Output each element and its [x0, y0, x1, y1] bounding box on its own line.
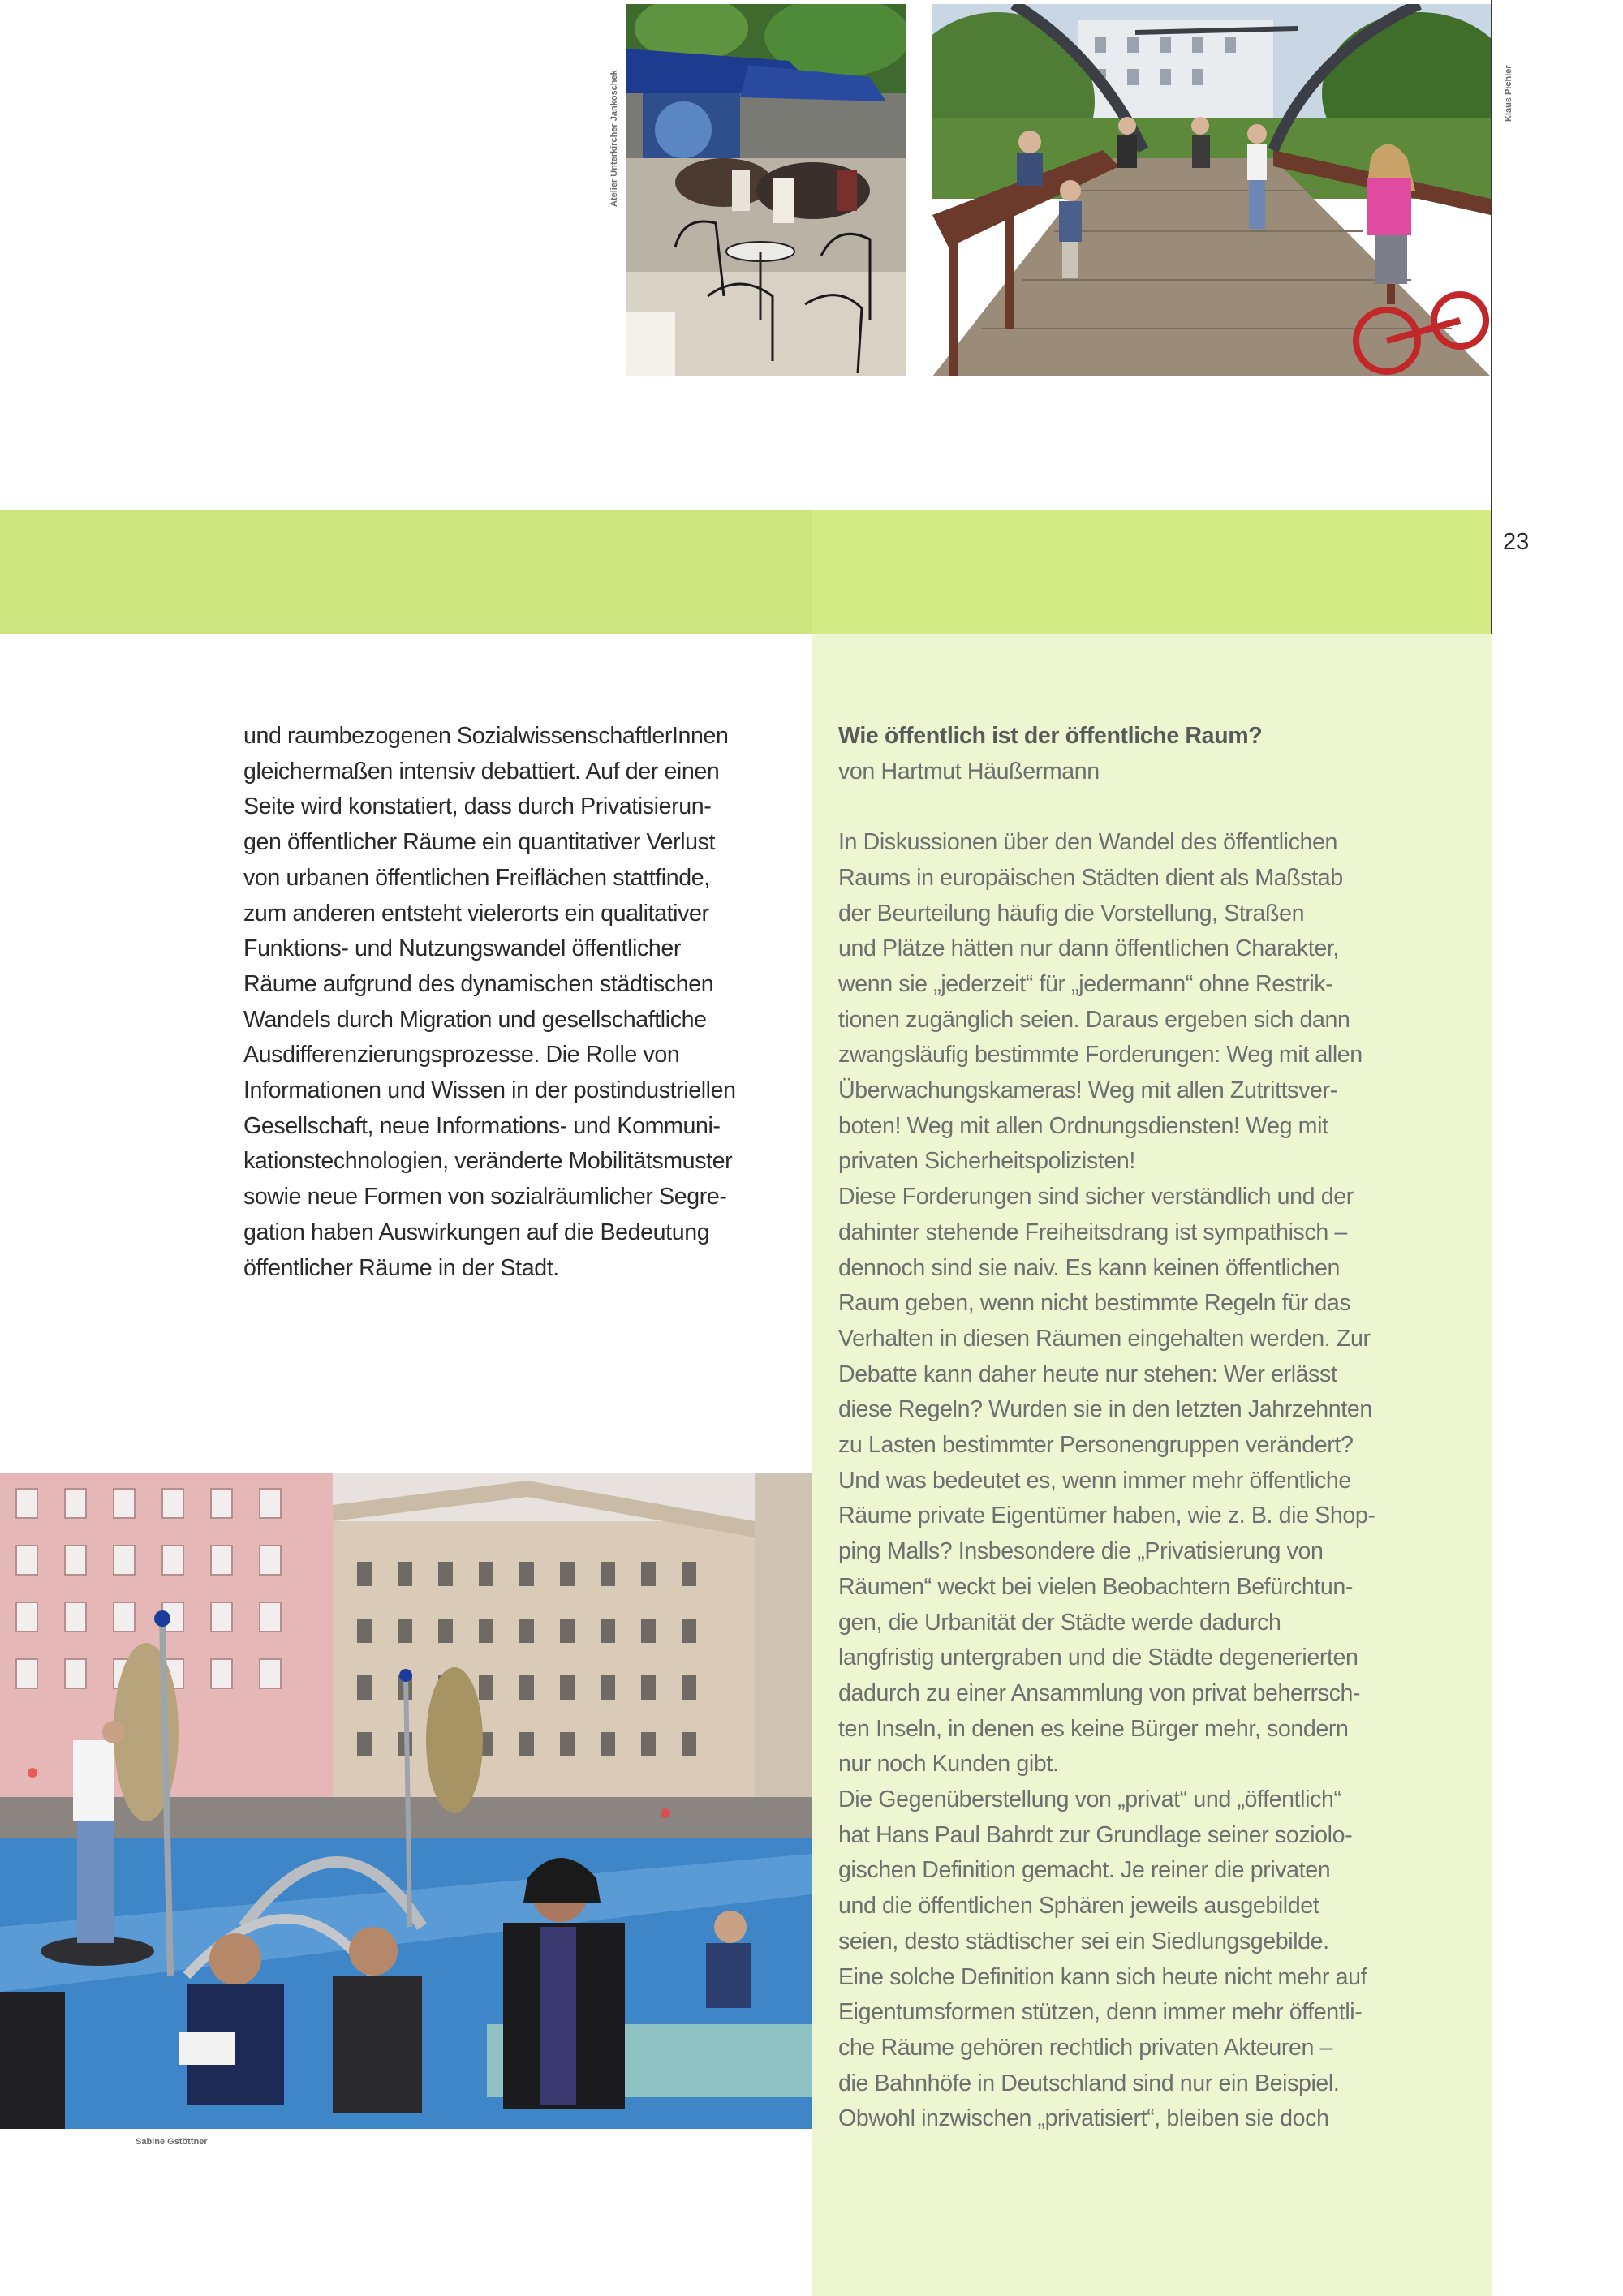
text-line: und die öffentlichen Sphären jeweils ausgebildet: [838, 1893, 1319, 1920]
text-line: Debatte kann daher heute nur stehen: Wer erlässt: [838, 1361, 1337, 1387]
text-line: gation haben Auswirkungen auf die Bedeutung: [243, 1219, 710, 1245]
text-line: gen öffentlicher Räume ein quantitativer Verlust: [243, 829, 716, 856]
text-line: Raum geben, wenn nicht bestimmte Regeln für das: [838, 1290, 1351, 1317]
text-line: ten Inseln, in denen es keine Bürger mehr, sondern: [838, 1715, 1349, 1742]
text-line: Räume aufgrund des dynamischen städtischen: [243, 970, 714, 997]
text-line: Raums in europäischen Städten dient als Maßstab: [838, 864, 1343, 891]
text-line: wenn sie „jederzeit“ für „jedermann“ ohne Restrik-: [838, 970, 1333, 997]
text-line: Funktions- und Nutzungswandel öffentlicher: [243, 935, 681, 962]
text-line: zu Lasten bestimmter Personengruppen verändert?: [838, 1432, 1354, 1459]
photo-bridge-children: [932, 4, 1491, 376]
paragraph-gap: [838, 789, 1375, 825]
article-author: von Hartmut Häußermann: [838, 758, 1100, 785]
text-line: von urbanen öffentlichen Freiflächen stattfinde,: [243, 864, 710, 891]
text-line: Überwachungskameras! Weg mit allen Zutrittsver-: [838, 1077, 1337, 1104]
header-band-left: [0, 510, 812, 634]
photo-playground-square: [0, 1473, 812, 2129]
text-line: Seite wird konstatiert, dass durch Privatisierun-: [243, 793, 712, 820]
text-line: Eigentumsformen stützen, denn immer mehr öffentli-: [838, 1999, 1363, 2026]
text-line: kationstechnologien, veränderte Mobilitätsmuster: [243, 1148, 733, 1175]
text-line: che Räume gehören rechtlich privaten Akteuren –: [838, 2035, 1333, 2061]
text-line: der Beurteilung häufig die Vorstellung, Straßen: [838, 900, 1305, 927]
right-column-article: [838, 719, 1375, 2137]
text-line: boten! Weg mit allen Ordnungsdiensten! Weg mit: [838, 1112, 1328, 1139]
text-line: sowie neue Formen von sozialräumlicher Segre-: [243, 1184, 727, 1210]
photo-cafe-terrace: [626, 4, 906, 376]
text-line: zum anderen entsteht vielerorts ein qualitativer: [243, 900, 709, 927]
credit-photo-playground: Sabine Gstöttner: [136, 2137, 208, 2147]
text-line: dadurch zu einer Ansammlung von privat beherrsch-: [838, 1679, 1361, 1706]
text-line: Diese Forderungen sind sicher verständlich und der: [838, 1184, 1354, 1210]
text-line: privaten Sicherheitspolizisten!: [838, 1148, 1135, 1175]
text-line: dennoch sind sie naiv. Es kann keinen öffentlichen: [838, 1254, 1340, 1281]
text-line: die Bahnhöfe in Deutschland sind nur ein Beispiel.: [838, 2070, 1340, 2096]
left-column-text: [243, 719, 736, 1286]
article-heading: Wie öffentlich ist der öffentliche Raum?: [838, 723, 1263, 749]
text-line: diese Regeln? Wurden sie in den letzten Jahrzehnten: [838, 1396, 1372, 1423]
text-line: langfristig untergraben und die Städte degenerierten: [838, 1645, 1358, 1671]
text-line: seien, desto städtischer sei ein Siedlungsgebilde.: [838, 1928, 1329, 1954]
text-line: und raumbezogenen SozialwissenschaftlerInnen: [243, 723, 729, 749]
text-line: Wandels durch Migration und gesellschaftliche: [243, 1006, 707, 1033]
text-line: tionen zugänglich seien. Daraus ergeben sich dann: [838, 1006, 1350, 1033]
text-line: Gesellschaft, neue Informations- und Kommuni-: [243, 1112, 721, 1139]
text-line: zwangsläufig bestimmte Forderungen: Weg mit allen: [838, 1042, 1363, 1068]
text-line: gischen Definition gemacht. Je reiner die privaten: [838, 1857, 1331, 1884]
page-number: 23: [1503, 529, 1530, 555]
text-line: In Diskussionen über den Wandel des öffentlichen: [838, 829, 1338, 856]
text-line: Die Gegenüberstellung von „privat“ und „öffentlich“: [838, 1786, 1341, 1813]
text-line: Informationen und Wissen in der postindustriellen: [243, 1077, 736, 1104]
text-line: Eine solche Definition kann sich heute nicht mehr auf: [838, 1963, 1367, 1990]
margin-rule: [1491, 0, 1492, 634]
text-line: und Plätze hätten nur dann öffentlichen Charakter,: [838, 935, 1339, 962]
text-line: Räumen“ weckt bei vielen Beobachtern Befürchtun-: [838, 1573, 1354, 1600]
text-line: gleichermaßen intensiv debattiert. Auf der einen: [243, 758, 720, 785]
text-line: Räume private Eigentümer haben, wie z. B. die Shop-: [838, 1503, 1375, 1529]
text-line: Obwohl inzwischen „privatisiert“, bleiben sie doch: [838, 2105, 1329, 2132]
header-band-right: [812, 510, 1492, 634]
text-line: Ausdifferenzierungsprozesse. Die Rolle von: [243, 1042, 680, 1068]
text-line: öffentlicher Räume in der Stadt.: [243, 1254, 559, 1281]
credit-photo-bridge: Klaus Pichler: [1504, 65, 1513, 122]
credit-photo-cafe: Atelier Unterkircher Jankoschek: [609, 70, 619, 207]
text-line: nur noch Kunden gibt.: [838, 1751, 1059, 1778]
text-line: Und was bedeutet es, wenn immer mehr öffentliche: [838, 1467, 1351, 1494]
text-line: dahinter stehende Freiheitsdrang ist sympathisch –: [838, 1219, 1347, 1245]
text-line: Verhalten in diesen Räumen eingehalten werden. Zur: [838, 1325, 1371, 1352]
text-line: gen, die Urbanität der Städte werde dadurch: [838, 1609, 1281, 1636]
text-line: hat Hans Paul Bahrdt zur Grundlage seiner soziolo-: [838, 1821, 1353, 1848]
text-line: ping Malls? Insbesondere die „Privatisierung von: [838, 1538, 1324, 1565]
